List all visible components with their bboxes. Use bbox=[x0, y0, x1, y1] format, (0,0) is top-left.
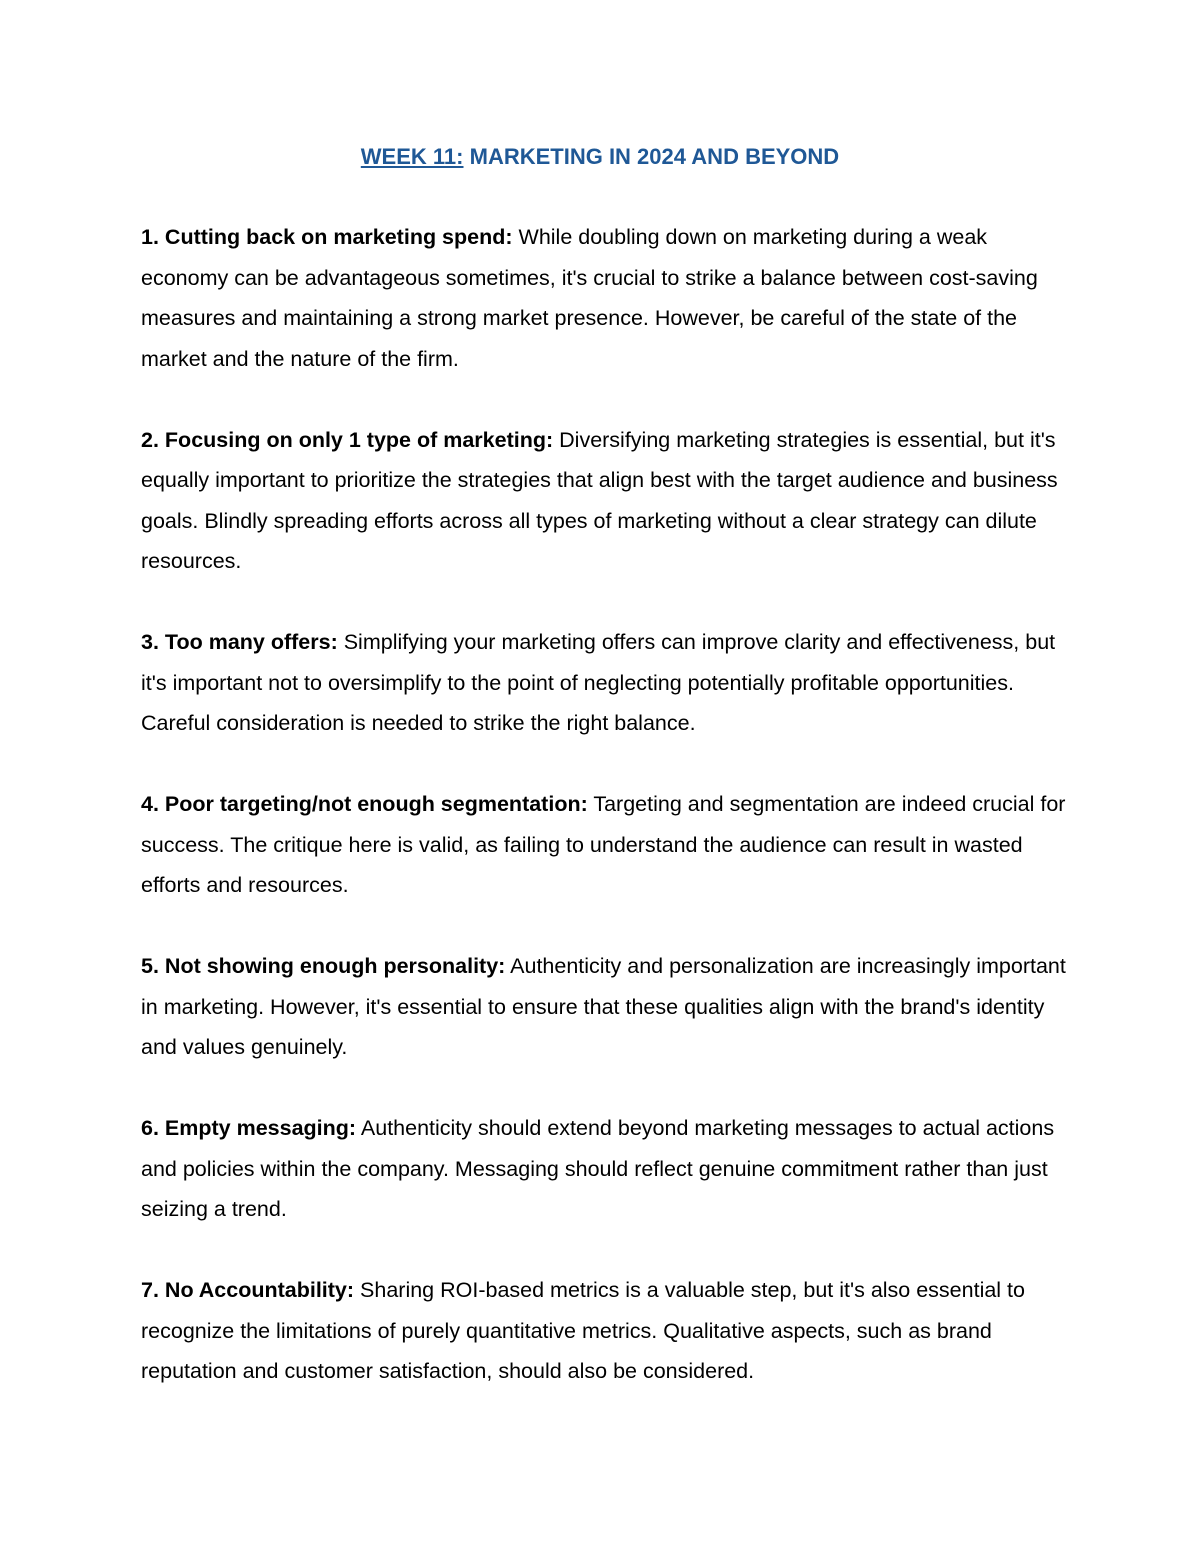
list-item bbox=[141, 1108, 1071, 1230]
item-number: 6. bbox=[141, 1116, 159, 1140]
item-heading: Poor targeting/not enough segmentation: bbox=[164, 792, 588, 816]
item-text: Simplifying your marketing offers can improve clarity and effectiveness, but it's important not to oversimplify to the point of neglecting potentially profitable opportunities. Careful consideration is needed to strike the right balance. bbox=[141, 630, 1056, 735]
item-text: Targeting and segmentation are indeed crucial for success. The critique here is valid, as failing to understand the audience can result in wasted efforts and resources. bbox=[141, 792, 1066, 897]
list-item bbox=[141, 946, 1071, 1068]
item-number: 1. bbox=[141, 225, 159, 249]
item-heading: No Accountability: bbox=[164, 1278, 355, 1302]
item-number: 5. bbox=[141, 954, 159, 978]
item-heading: Focusing on only 1 type of marketing: bbox=[164, 427, 554, 452]
item-heading: Empty messaging: bbox=[164, 1116, 357, 1140]
title-topic: MARKETING IN 2024 AND BEYOND bbox=[463, 144, 840, 169]
list-item bbox=[141, 217, 1071, 379]
page-title bbox=[0, 140, 1200, 174]
item-number: 2. bbox=[141, 427, 159, 452]
item-text: Authenticity should extend beyond marketing messages to actual actions and policies within the company. Messaging should reflect genuine commitment rather than just seizing a trend. bbox=[141, 1116, 1055, 1221]
item-text: Diversifying marketing strategies is essential, but it's equally important to prioritize the strategies that align best with the target audience and business goals. Blindly spreading efforts across all types of marketing without a clear strategy can dilute resources. bbox=[141, 427, 1058, 573]
list-item bbox=[141, 1270, 1071, 1392]
list-item bbox=[141, 420, 1071, 582]
document-body bbox=[141, 217, 1071, 1432]
item-heading: Cutting back on marketing spend: bbox=[164, 225, 513, 249]
item-number: 4. bbox=[141, 792, 159, 816]
item-text: While doubling down on marketing during a weak economy can be advantageous sometimes, it's crucial to strike a balance between cost-saving measures and maintaining a strong market presence. However, be careful of the state of the market and the nature of the firm. bbox=[141, 225, 1038, 371]
item-heading: Too many offers: bbox=[164, 630, 338, 654]
item-number: 3. bbox=[141, 630, 159, 654]
list-item bbox=[141, 622, 1071, 744]
item-text: Authenticity and personalization are increasingly important in marketing. However, it's essential to ensure that these qualities align with the brand's identity and values genuinely. bbox=[141, 954, 1066, 1059]
item-heading: Not showing enough personality: bbox=[164, 954, 506, 978]
list-item bbox=[141, 784, 1071, 906]
item-number: 7. bbox=[141, 1278, 159, 1302]
item-text: Sharing ROI-based metrics is a valuable step, but it's also essential to recognize the limitations of purely quantitative metrics. Qualitative aspects, such as brand reputation and customer satisfaction, should also be considered. bbox=[141, 1278, 1025, 1383]
title-week-label: WEEK 11: bbox=[360, 144, 464, 169]
